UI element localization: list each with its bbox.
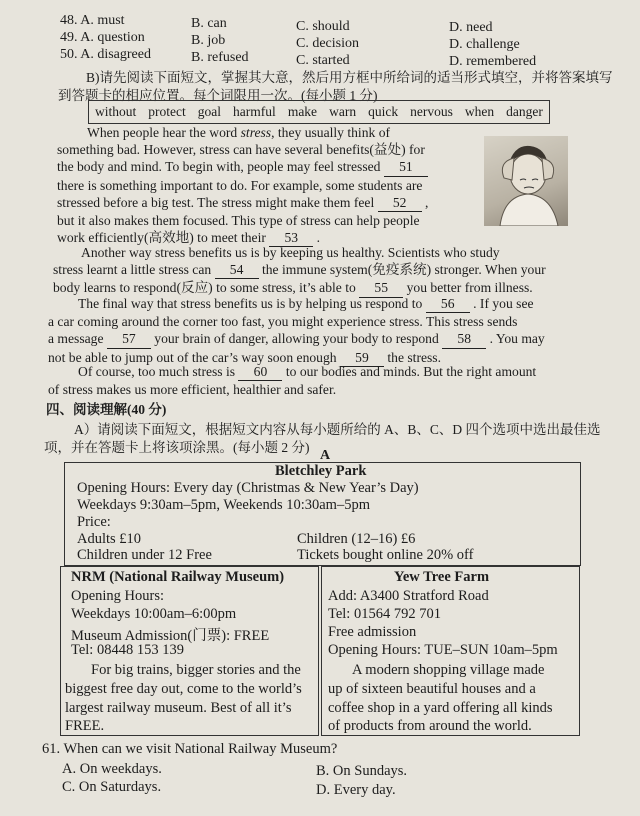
yew-tree-farm-box	[321, 566, 580, 736]
q61-option-a: A. On weekdays.	[62, 761, 162, 777]
nrm-admission: Museum Admission(门票): FREE	[71, 628, 270, 644]
passage-paragraph-2: Another way stress benefits us is by keeping us healthy. Scientists who study stress learnt a little stress can 54 the immune system(免疫系统) stronger. When your body learns to respond(反应) to some stress, it’s able to 55 you better from illness.	[53, 244, 593, 298]
word-bank-item: without	[95, 104, 137, 119]
blank-54: 54	[215, 261, 259, 279]
blank-58: 58	[442, 330, 486, 348]
nrm-desc-line: largest railway museum. Best of all it’s	[65, 700, 292, 716]
blank-55: 55	[359, 279, 403, 297]
word-bank-item: when	[464, 104, 495, 119]
word-bank-item: warn	[329, 104, 357, 119]
bletchley-title: Bletchley Park	[275, 463, 367, 479]
yew-admission: Free admission	[328, 624, 417, 640]
yew-address: Add: A3400 Stratford Road	[328, 588, 489, 604]
bletchley-adults-price: Adults £10	[77, 531, 142, 547]
bletchley-times: Weekdays 9:30am–5pm, Weekends 10:30am–5pm	[77, 497, 370, 513]
passage-paragraph-1: When people hear the word stress, they usually think of something bad. However, stress can have several benefits(益处) for the body and mind. To begin with, people may feel stressed 51 there is something important to do. For example, some students are stressed before a big test. The stress might make them feel 52 , but it also makes them focused. This type of stress can help people work efficiently(高效地) to meet their 53 .	[57, 124, 467, 247]
bletchley-park-box	[64, 462, 581, 566]
option-b: B. refused	[191, 50, 249, 65]
word-bank-item: harmful	[233, 104, 276, 119]
option-d: D. need	[449, 20, 493, 35]
blank-59: 59	[340, 349, 384, 367]
q61-option-b: B. On Sundays.	[316, 763, 408, 779]
keyword-stress: stress	[240, 125, 272, 140]
blank-51: 51	[384, 158, 428, 176]
bletchley-hours: Opening Hours: Every day (Christmas & New Year’s Day)	[77, 480, 419, 496]
question-number: 48.	[60, 13, 78, 28]
yew-tel: Tel: 01564 792 701	[328, 606, 441, 622]
blank-53: 53	[269, 229, 313, 247]
yew-title: Yew Tree Farm	[394, 569, 490, 585]
section-4-instruction-cont: 项，并在答题卡上将该项涂黑。(每小题 2 分)	[44, 440, 310, 455]
blank-60: 60	[238, 363, 282, 381]
option-c: C. decision	[296, 36, 359, 51]
bletchley-children-price: Children (12–16) £6	[297, 531, 416, 547]
word-bank-item: danger	[506, 104, 543, 119]
section-4-heading: 四、阅读理解(40 分)	[46, 402, 167, 417]
nrm-title: NRM (National Railway Museum)	[71, 569, 285, 585]
option-c: C. started	[296, 53, 350, 68]
section-b-instruction-cont: 到答题卡的相应位置。每个词限用一次。(每小题 1 分)	[58, 88, 378, 103]
stressed-person-photo	[484, 136, 568, 226]
yew-desc-line: of products from around the world.	[328, 718, 532, 734]
bletchley-online-discount: Tickets bought online 20% off	[297, 547, 474, 563]
nrm-hours: Weekdays 10:00am–6:00pm	[71, 606, 237, 622]
bletchley-under12: Children under 12 Free	[77, 547, 212, 563]
nrm-desc-line: FREE.	[65, 718, 105, 734]
q61-option-d: D. Every day.	[316, 782, 396, 798]
option-a: A. disagreed	[80, 47, 151, 62]
yew-desc-line: A modern shopping village made	[352, 662, 545, 678]
yew-hours: Opening Hours: TUE–SUN 10am–5pm	[328, 642, 558, 658]
word-bank-item: protect	[148, 104, 186, 119]
blank-56: 56	[426, 295, 470, 313]
passage-paragraph-3: The final way that stress benefits us is by helping us respond to 56 . If you see a car coming around the corner too fast, you might experience stress. This stress sends a message 57 your brain of danger, allowing your body to respond 58 . You may not be able to jump out of the car’s way soon enough 59 the stress.	[48, 295, 594, 367]
question-number: 49.	[60, 30, 78, 45]
blank-57: 57	[107, 330, 151, 348]
word-bank-item: make	[287, 104, 318, 119]
word-bank-item: quick	[368, 104, 399, 119]
option-d: D. challenge	[449, 37, 520, 52]
word-bank-box	[88, 100, 550, 124]
option-b: B. can	[191, 16, 227, 31]
option-c: C. should	[296, 19, 350, 34]
word-bank-item: nervous	[410, 104, 453, 119]
nrm-hours-label: Opening Hours:	[71, 588, 165, 604]
nrm-box	[60, 566, 319, 736]
nrm-tel: Tel: 08448 153 139	[71, 642, 184, 658]
word-bank-item: goal	[197, 104, 222, 119]
question-number: 50.	[60, 47, 78, 62]
q61-option-c: C. On Saturdays.	[62, 779, 162, 795]
option-a: A. must	[80, 13, 125, 28]
option-d: D. remembered	[449, 54, 537, 69]
passage-paragraph-4: Of course, too much stress is 60 to our bodies and minds. But the right amount of stress makes us more efficient, healthier and safer.	[48, 364, 537, 398]
passage-label-a: A	[320, 448, 331, 463]
blank-52: 52	[378, 194, 422, 212]
section-4-instruction: A）请阅读下面短文，根据短文内容从每小题所给的 A、B、C、D 四个选项中选出最佳选	[74, 422, 601, 437]
yew-desc-line: up of sixteen beautiful houses and a	[328, 681, 536, 697]
option-a: A. question	[80, 30, 145, 45]
question-61: 61. When can we visit National Railway Museum?	[42, 741, 338, 757]
option-b: B. job	[191, 33, 226, 48]
bletchley-price-label: Price:	[77, 514, 111, 530]
nrm-desc-line: biggest free day out, come to the world’s	[65, 681, 302, 697]
yew-desc-line: coffee shop in a yard offering all kinds	[328, 700, 553, 716]
section-b-instruction: B)请先阅读下面短文，掌握其大意，然后用方框中所给词的适当形式填空，并将答案填写	[86, 70, 613, 85]
nrm-desc-line: For big trains, bigger stories and the	[91, 662, 301, 678]
